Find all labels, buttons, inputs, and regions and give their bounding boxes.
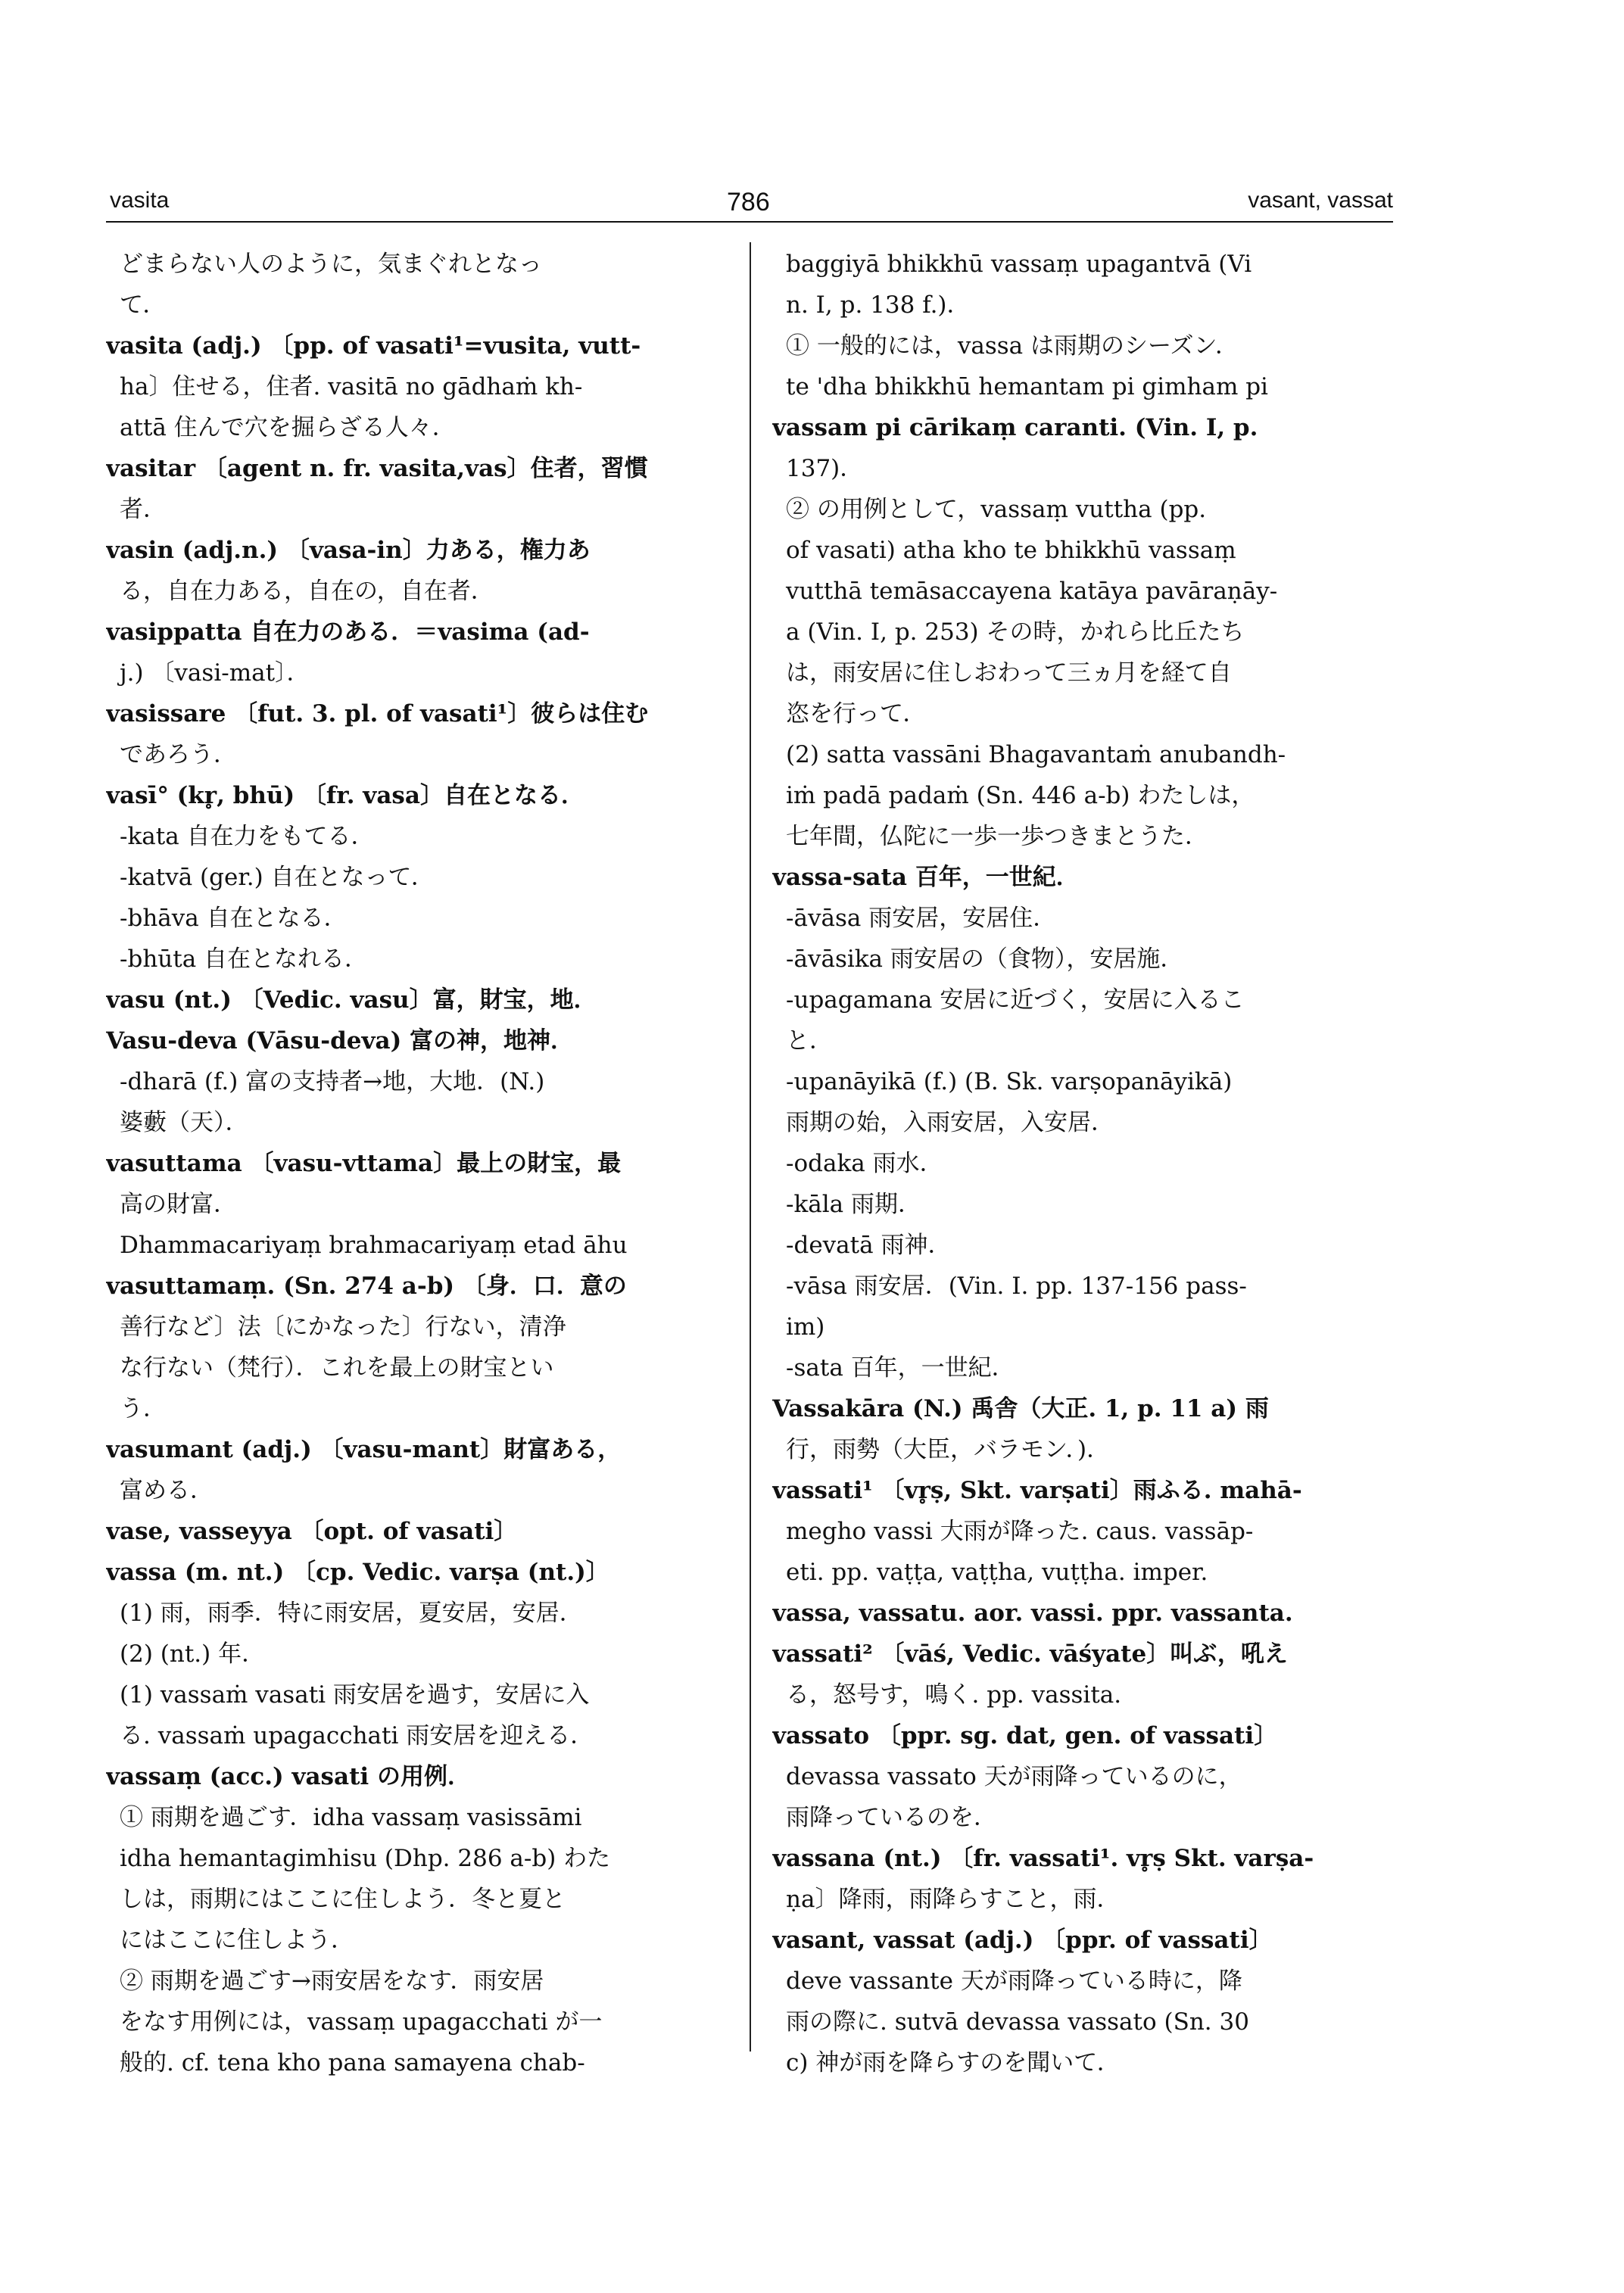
dictionary-line: a (Vin. I, p. 253) その時，かれら比丘たち — [786, 618, 1245, 646]
right-column — [772, 244, 1393, 2083]
running-head-right: vasant, vassat — [1248, 188, 1393, 213]
dictionary-line: vutthā temāsaccayena katāya pavāraṇāy- — [786, 578, 1278, 605]
dictionary-line: -āvāsa 雨安居，安居住． — [786, 905, 1057, 932]
dictionary-line: ha〕住せる，住者. vasitā no gādhaṁ kh- — [120, 373, 583, 400]
dictionary-line: ② の用例として，vassaṃ vuttha (pp. — [786, 496, 1207, 523]
dictionary-line: vasitar 〔agent n. fr. vasita,vas〕住者，習慣 — [106, 455, 648, 482]
dictionary-line: baggiyā bhikkhū vassaṃ upagantvā (Vi — [786, 251, 1252, 278]
dictionary-line: -kata 自在力をもてる． — [120, 823, 375, 850]
page-number: 786 — [727, 188, 770, 217]
dictionary-line: にはここに住しよう． — [120, 1927, 354, 1954]
dictionary-line: eti. pp. vaṭṭa, vaṭṭha, vuṭṭha. imper. — [786, 1559, 1208, 1586]
dictionary-line: 行，雨勢（大臣，バラモン．)． — [786, 1436, 1111, 1463]
dictionary-line: vassa (m. nt.) 〔cp. Vedic. varṣa (nt.)〕 — [106, 1559, 609, 1586]
dictionary-line: 恣を行って． — [786, 700, 927, 727]
dictionary-line: deve vassante 天が雨降っている時に，降 — [786, 1967, 1242, 1995]
dictionary-line: と． — [786, 1027, 833, 1055]
dictionary-line: -vāsa 雨安居．(Vin. I. pp. 137-156 pass- — [786, 1273, 1247, 1300]
dictionary-line: te 'dha bhikkhū hemantam pi gimham pi — [786, 373, 1268, 400]
dictionary-line: vasissare 〔fut. 3. pl. of vasati¹〕彼らは住む — [106, 700, 649, 727]
dictionary-line: は，雨安居に住しおわって三ヵ月を経て自 — [786, 659, 1232, 687]
dictionary-line: 七年間，仏陀に一歩一歩つきまとうた． — [786, 823, 1208, 850]
dictionary-line: ṇa〕降雨，雨降らすこと，雨． — [786, 1886, 1121, 1913]
dictionary-line: Dhammacariyaṃ brahmacariyaṃ etad āhu — [120, 1232, 628, 1259]
dictionary-line: -sata 百年，一世紀． — [786, 1354, 1015, 1382]
dictionary-line: 者． — [120, 496, 167, 523]
left-column — [106, 244, 719, 2083]
column-divider — [750, 242, 751, 2052]
dictionary-line: of vasati) atha kho te bhikkhū vassaṃ — [786, 537, 1236, 564]
dictionary-line: vassaṃ (acc.) vasati の用例． — [106, 1763, 471, 1790]
dictionary-line: vasī° (kr̥, bhū) 〔fr. vasa〕自在となる． — [106, 782, 584, 809]
dictionary-line: -āvāsika 雨安居の（食物），安居施． — [786, 946, 1184, 973]
dictionary-line: 137)． — [786, 455, 864, 482]
dictionary-line: vassa-sata 百年，一世紀． — [772, 864, 1080, 891]
dictionary-line: vase, vasseyya 〔opt. of vasati〕 — [106, 1518, 518, 1545]
dictionary-line: しは，雨期にはここに住しよう．冬と夏と — [120, 1886, 566, 1913]
dictionary-line: vassato 〔ppr. sg. dat, gen. of vassati〕 — [772, 1722, 1278, 1749]
dictionary-line: vasu (nt.) 〔Vedic. vasu〕富，財宝，地． — [106, 986, 597, 1014]
dictionary-line: -upagamana 安居に近づく，安居に入るこ — [786, 986, 1245, 1014]
dictionary-line: (2) satta vassāni Bhagavantaṁ anubandh- — [786, 741, 1286, 768]
dictionary-line: をなす用例には，vassaṃ upagacchati が一 — [120, 2008, 603, 2036]
dictionary-line: 婆藪（天）． — [120, 1109, 249, 1136]
dictionary-line: im) — [786, 1313, 825, 1341]
dictionary-line: -kāla 雨期． — [786, 1191, 921, 1218]
dictionary-line: う． — [120, 1395, 167, 1422]
dictionary-line: であろう． — [120, 741, 237, 768]
dictionary-line: n. I, p. 138 f.)． — [786, 291, 971, 319]
dictionary-line: vasin (adj.n.) 〔vasa-in〕力ある，権力あ — [106, 537, 591, 564]
dictionary-line: (2) (nt.) 年． — [120, 1640, 266, 1668]
dictionary-line: vassati¹ 〔vr̥ṣ, Skt. varṣati〕雨ふる. mahā- — [772, 1477, 1302, 1504]
dictionary-line: 雨降っているのを． — [786, 1804, 997, 1831]
dictionary-line: devassa vassato 天が雨降っているのに， — [786, 1763, 1242, 1790]
dictionary-line: -katvā (ger.) 自在となって． — [120, 864, 435, 891]
dictionary-line: 雨期の始，入雨安居，入安居． — [786, 1109, 1114, 1136]
dictionary-line: -bhāva 自在となる． — [120, 905, 348, 932]
dictionary-line: attā 住んで穴を掘らざる人々． — [120, 414, 456, 441]
dictionary-line: vasita (adj.) 〔pp. of vasati¹=vusita, vutt- — [106, 332, 641, 360]
dictionary-line: vasippatta 自在力のある．＝vasima (ad- — [106, 618, 590, 646]
dictionary-line: -dharā (f.) 富の支持者→地，大地．(N.) — [120, 1068, 545, 1095]
dictionary-line: idha hemantagimhisu (Dhp. 286 a-b) わた — [120, 1845, 611, 1872]
dictionary-line: な行ない（梵行）．これを最上の財宝とい — [120, 1354, 554, 1382]
dictionary-line: vassana (nt.) 〔fr. vassati¹. vr̥ṣ Skt. varṣa- — [772, 1845, 1314, 1872]
dictionary-line: どまらない人のように，気まぐれとなっ — [120, 251, 542, 278]
dictionary-line: る. vassaṁ upagacchati 雨安居を迎える． — [120, 1722, 594, 1749]
running-head-left: vasita — [110, 188, 170, 213]
dictionary-line: ① 一般的には，vassa は雨期のシーズン． — [786, 332, 1239, 360]
dictionary-line: て． — [120, 291, 167, 319]
dictionary-line: vasant, vassat (adj.) 〔ppr. of vassati〕 — [772, 1927, 1273, 1954]
dictionary-line: iṁ padā padaṁ (Sn. 446 a-b) わたしは， — [786, 782, 1255, 809]
dictionary-line: vassati² 〔vāś, Vedic. vāśyate〕叫ぶ，吼え — [772, 1640, 1288, 1668]
dictionary-line: vasumant (adj.) 〔vasu-mant〕財富ある， — [106, 1436, 622, 1463]
dictionary-line: ② 雨期を過ごす→雨安居をなす．雨安居 — [120, 1967, 544, 1995]
dictionary-line: 般的. cf. tena kho pana samayena chab- — [120, 2049, 585, 2076]
dictionary-line: vasuttamaṃ. (Sn. 274 a-b) 〔身．口．意の — [106, 1273, 627, 1300]
dictionary-line: megho vassi 大雨が降った. caus. vassāp- — [786, 1518, 1254, 1545]
dictionary-line: (1) 雨，雨季．特に雨安居，夏安居，安居． — [120, 1600, 583, 1627]
dictionary-line: -odaka 雨水． — [786, 1150, 943, 1177]
dictionary-line: 富める． — [120, 1477, 214, 1504]
dictionary-line: j.) 〔vasi-mat〕． — [120, 659, 310, 687]
dictionary-line: -upanāyikā (f.) (B. Sk. varṣopanāyikā) — [786, 1068, 1233, 1095]
header-rule — [106, 221, 1393, 223]
dictionary-line: Vasu-deva (Vāsu-deva) 富の神，地神． — [106, 1027, 575, 1055]
dictionary-line: vassam pi cārikaṃ caranti. (Vin. I, p. — [772, 414, 1258, 441]
dictionary-line: vasuttama 〔vasu-vttama〕最上の財宝，最 — [106, 1150, 622, 1177]
dictionary-line: ① 雨期を過ごす．idha vassaṃ vasissāmi — [120, 1804, 582, 1831]
dictionary-line: vassa, vassatu. aor. vassi. ppr. vassanta. — [772, 1600, 1293, 1627]
dictionary-line: 高の財富． — [120, 1191, 237, 1218]
dictionary-line: Vassakāra (N.) 禹舎（大正. 1, p. 11 a) 雨 — [772, 1395, 1269, 1422]
dictionary-line: 雨の際に. sutvā devassa vassato (Sn. 30 — [786, 2008, 1249, 2036]
dictionary-line: る，自在力ある，自在の，自在者． — [120, 578, 494, 605]
dictionary-line: -devatā 雨神． — [786, 1232, 952, 1259]
dictionary-line: -bhūta 自在となれる． — [120, 946, 369, 973]
dictionary-line: る，怒号す，鳴く. pp. vassita. — [786, 1681, 1122, 1709]
dictionary-line: 善行など〕法〔にかなった〕行ない，清浄 — [120, 1313, 566, 1341]
dictionary-line: (1) vassaṁ vasati 雨安居を過す，安居に入 — [120, 1681, 590, 1709]
dictionary-line: c) 神が雨を降らすのを聞いて． — [786, 2049, 1121, 2076]
